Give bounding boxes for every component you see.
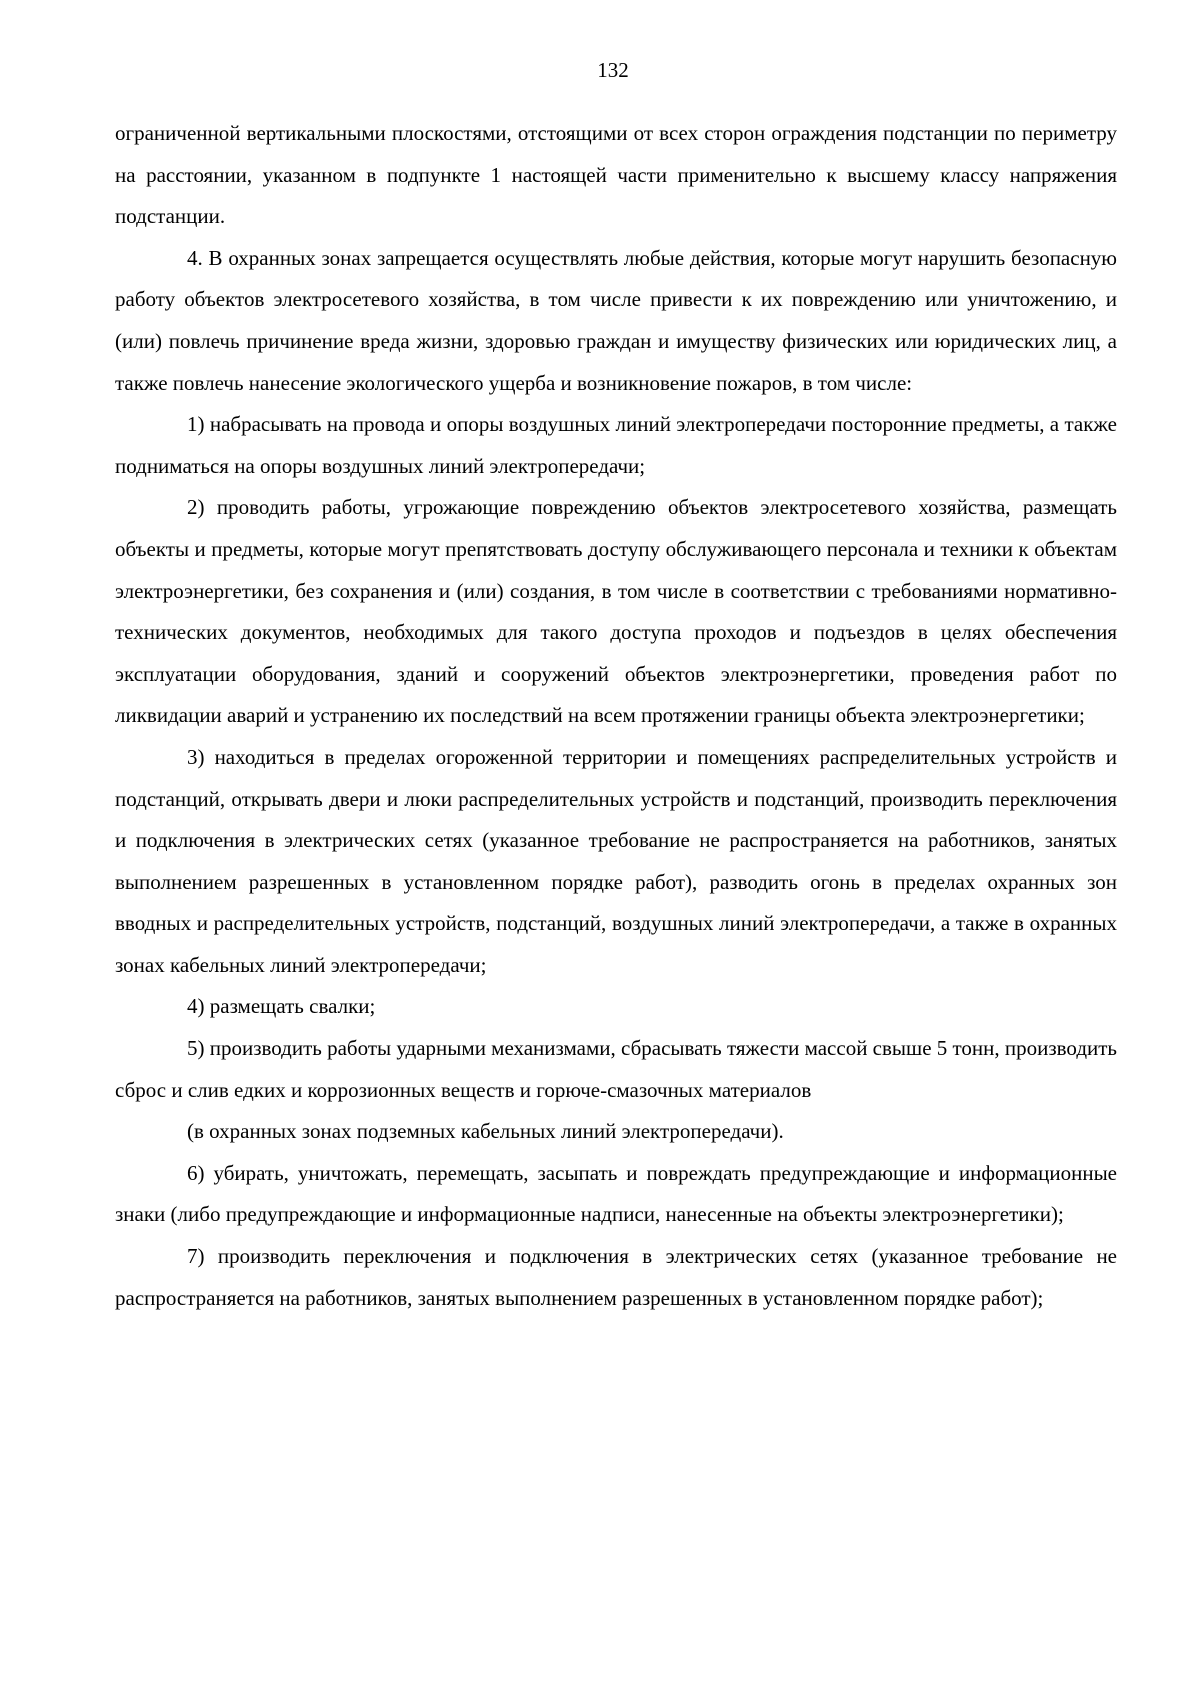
paragraph-item-7: 7) производить переключения и подключения в электрических сетях (указанное требование не распространяется на работников, занятых выполнением разрешенных в установленном порядке работ); [115,1244,1117,1310]
paragraph-clause-4: 4. В охранных зонах запрещается осуществлять любые действия, которые могут нарушить безопасную работу объектов электросетевого хозяйства, в том числе привести к их повреждению или уничтожению, и (или) повлечь причинение вреда жизни, здоровью граждан и имуществу физических или юридических лиц, а также повлечь нанесение экологического ущерба и возникновение пожаров, в том числе: [115,245,1117,395]
paragraph-item-4: 4) размещать свалки; [187,994,376,1019]
paragraph-item-6: 6) убирать, уничтожать, перемещать, засыпать и повреждать предупреждающие и информационные знаки (либо предупреждающие и информационные надписи, нанесенные на объекты электроэнергетики); [115,1160,1117,1227]
paragraph-item-3: 3) находиться в пределах огороженной территории и помещениях распределительных устройств и подстанций, открывать двери и люки распределительных устройств и подстанций, производить переключения и подключения в электрических сетях (указанное требование не распространяется на работников, занятых выполнением разрешенных в установленном порядке работ), разводить огонь в пределах охранных зон вводных и распределительных устройств, подстанций, воздушных линий электропередачи, а также в охранных зонах кабельных линий электропередачи; [115,744,1117,977]
paragraph-item-5-note: (в охранных зонах подземных кабельных линий электропередачи). [187,1119,784,1144]
page-number: 132 [597,58,629,82]
paragraph-item-5: 5) производить работы ударными механизмами, сбрасывать тяжести массой свыше 5 тонн, производить сброс и слив едких и коррозионных веществ и горюче-смазочных материалов [115,1036,1118,1102]
paragraph-continuation: ограниченной вертикальными плоскостями, отстоящими от всех сторон ограждения подстанции по периметру на расстоянии, указанном в подпункте 1 настоящей части применительно к высшему классу напряжения подстанции. [115,121,1117,229]
paragraph-item-2: 2) проводить работы, угрожающие повреждению объектов электросетевого хозяйства, размещать объекты и предметы, которые могут препятствовать доступу обслуживающего персонала и техники к объектам электроэнергетики, без сохранения и (или) создания, в том числе в соответствии с требованиями нормативно-технических документов, необходимых для такого доступа проходов и подъездов в целях обеспечения эксплуатации оборудования, зданий и сооружений объектов электроэнергетики, проведения работ по ликвидации аварий и устранению их последствий на всем протяжении границы объекта электроэнергетики; [115,495,1117,728]
paragraph-item-1: 1) набрасывать на провода и опоры воздушных линий электропередачи посторонние предметы, а также подниматься на опоры воздушных линий электропередачи; [115,412,1117,478]
document-body [115,113,1117,1319]
